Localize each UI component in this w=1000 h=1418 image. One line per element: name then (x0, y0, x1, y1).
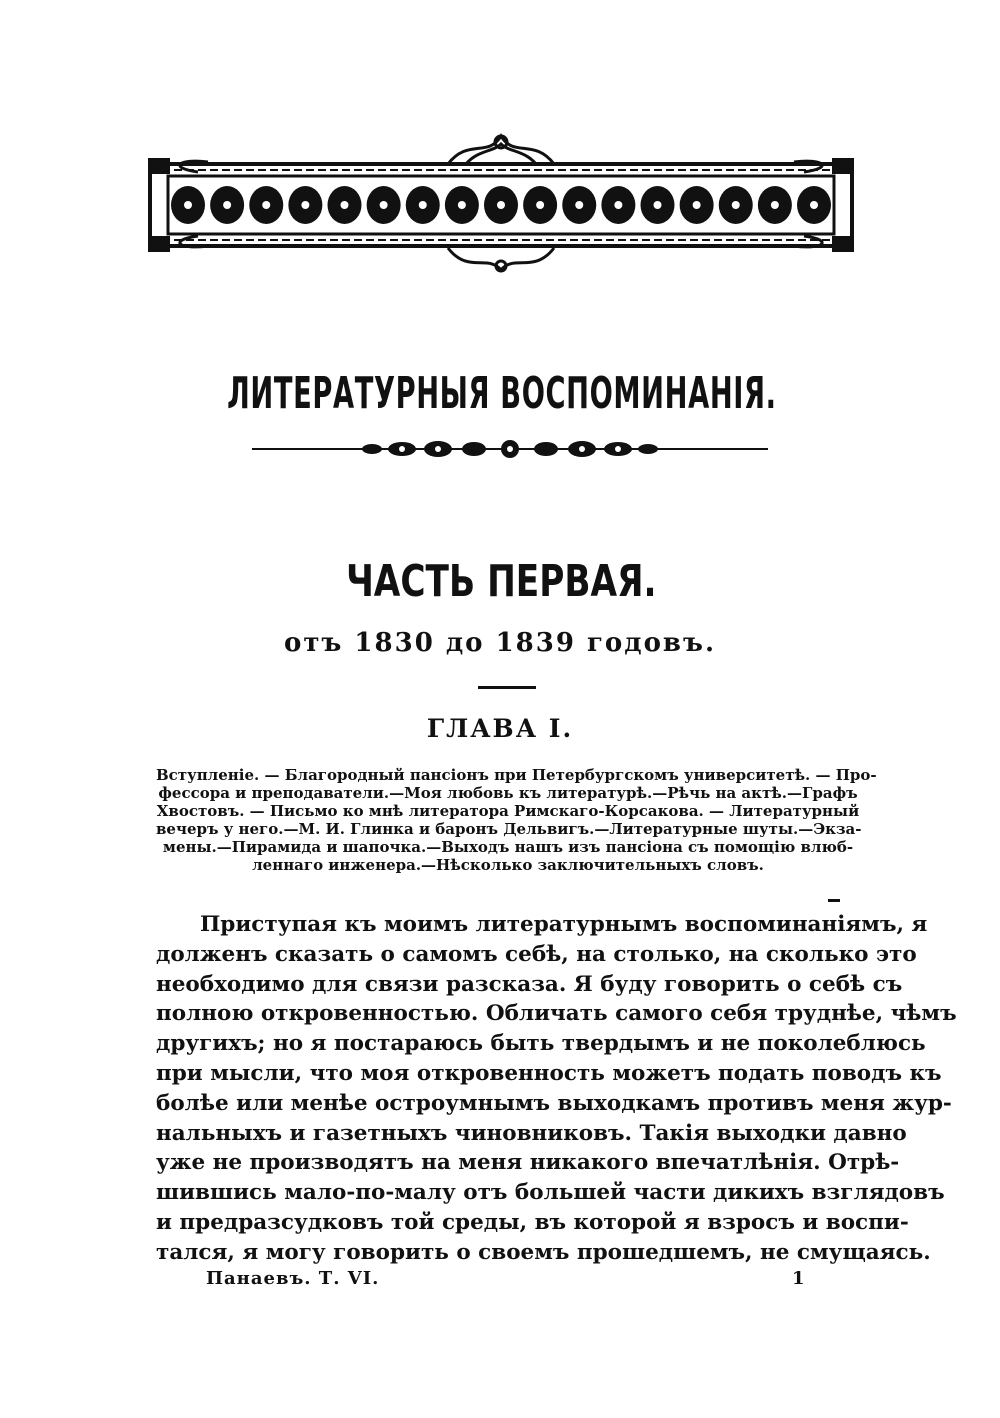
footer-signature: Панаевъ. Т. VI. (206, 1268, 380, 1289)
summary-line: Хвостовъ. — Письмо ко мнѣ литератора Римскаго-Корсакова. — Литературный (156, 802, 860, 820)
rosette-center (223, 201, 231, 209)
text-line: долженъ сказать о самомъ себѣ, на столько, на сколько это (156, 941, 917, 967)
divider (478, 686, 536, 689)
text-line: другихъ; но я постараюсь быть твердымъ и не поколеблюсь (156, 1031, 926, 1057)
rosette-center (301, 201, 309, 209)
rosette-center (536, 201, 544, 209)
rosette-center (614, 201, 622, 209)
ornamental-rule-icon (252, 434, 768, 464)
book-title: ЛИТЕРАТУРНЫЯ ВОСПОМИНАНІЯ. (227, 368, 777, 419)
rosette-center (654, 201, 662, 209)
summary-line: Вступленіе. — Благородный пансіонъ при Петербургскомъ университетѣ. — Про- (156, 766, 877, 784)
rosette-center (575, 201, 583, 209)
rosette-center (693, 201, 701, 209)
ornamental-header-icon (148, 128, 854, 276)
text-line: при мысли, что моя откровенность можетъ подать поводъ къ (156, 1060, 942, 1086)
text-line: шившись мало-по-малу отъ большей части дикихъ взглядовъ (156, 1180, 945, 1206)
chapter-summary (156, 766, 877, 874)
text-line: Приступая къ моимъ литературнымъ воспоминаніямъ, я (200, 912, 928, 937)
rosette-center (458, 201, 466, 209)
rosette-center (184, 201, 192, 209)
rosette-center (810, 201, 818, 209)
body-paragraph (156, 910, 957, 1268)
text-line: уже не производятъ на меня никакого впечатлѣнія. Отрѣ- (156, 1150, 900, 1176)
text-line: необходимо для связи разсказа. Я буду говорить о себѣ съ (156, 971, 903, 997)
summary-line: фессора и преподаватели.—Моя любовь къ литературѣ.—Рѣчь на актѣ.—Графъ (158, 784, 858, 802)
rosette-center (732, 201, 740, 209)
chapter-title: ГЛАВА I. (426, 714, 574, 743)
rosette-center (380, 201, 388, 209)
summary-line: леннаго инженера.—Нѣсколько заключительныхъ словъ. (252, 856, 764, 874)
part-title: ЧАСТЬ ПЕРВАЯ. (346, 556, 657, 607)
print-mark (828, 899, 840, 902)
text-line: тался, я могу говорить о своемъ прошедшемъ, не смущаясь. (156, 1239, 931, 1265)
rosette-center (262, 201, 270, 209)
rosette-center (341, 201, 349, 209)
summary-line: мены.—Пирамида и шапочка.—Выходъ нашъ изъ пансіона съ помощію влюб- (162, 838, 854, 856)
rosette-center (771, 201, 779, 209)
part-years: отъ 1830 до 1839 годовъ. (283, 628, 716, 658)
page-number: 1 (792, 1268, 805, 1289)
summary-line: вечеръ у него.—М. И. Глинка и баронъ Дельвигъ.—Литературные шуты.—Экза- (156, 820, 862, 838)
rosette-center (497, 201, 505, 209)
text-line: полною откровенностью. Обличать самого себя труднѣе, чѣмъ (156, 1001, 957, 1027)
text-line: и предразсудковъ той среды, въ которой я взросъ и воспи- (156, 1209, 909, 1235)
text-line: нальныхъ и газетныхъ чиновниковъ. Такія выходки давно (156, 1120, 907, 1146)
rosette-center (419, 201, 427, 209)
text-line: болѣе или менѣе остроумнымъ выходкамъ противъ меня жур- (156, 1090, 952, 1116)
